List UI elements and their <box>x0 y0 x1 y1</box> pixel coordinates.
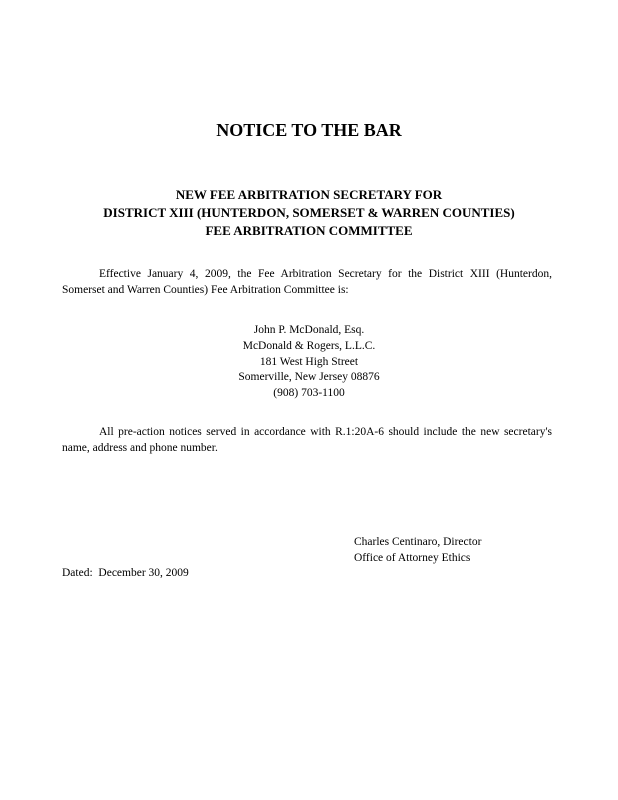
signatory-name: Charles Centinaro, Director <box>354 536 482 548</box>
signatory-office: Office of Attorney Ethics <box>354 551 471 564</box>
secretary-address-block <box>0 323 618 402</box>
effective-paragraph: Effective January 4, 2009, the Fee Arbitration Secretary for the District XIII (Hunterdon, Somerset and Warren Counties) Fee Arbitration Committee is: <box>62 268 552 296</box>
subtitle-line-2: DISTRICT XIII (HUNTERDON, SOMERSET & WARREN COUNTIES) <box>103 205 515 220</box>
dated-line: Dated: December 30, 2009 <box>62 567 189 579</box>
subtitle-line-1: NEW FEE ARBITRATION SECRETARY FOR <box>175 187 443 202</box>
signature-block <box>354 535 481 567</box>
secretary-city: Somerville, New Jersey 08876 <box>238 371 380 384</box>
secretary-name: John P. McDonald, Esq. <box>253 324 365 336</box>
page-title: NOTICE TO THE BAR <box>216 120 402 140</box>
pre-action-paragraph: All pre-action notices served in accordance with R.1:20A-6 should include the new secretary's name, address and phone number. <box>62 426 552 454</box>
secretary-firm: McDonald & Rogers, L.L.C. <box>242 339 376 352</box>
notice-subtitle <box>0 186 618 240</box>
subtitle-line-3: FEE ARBITRATION COMMITTEE <box>205 223 413 238</box>
secretary-street: 181 West High Street <box>259 355 359 368</box>
secretary-phone: (908) 703-1100 <box>273 387 345 400</box>
